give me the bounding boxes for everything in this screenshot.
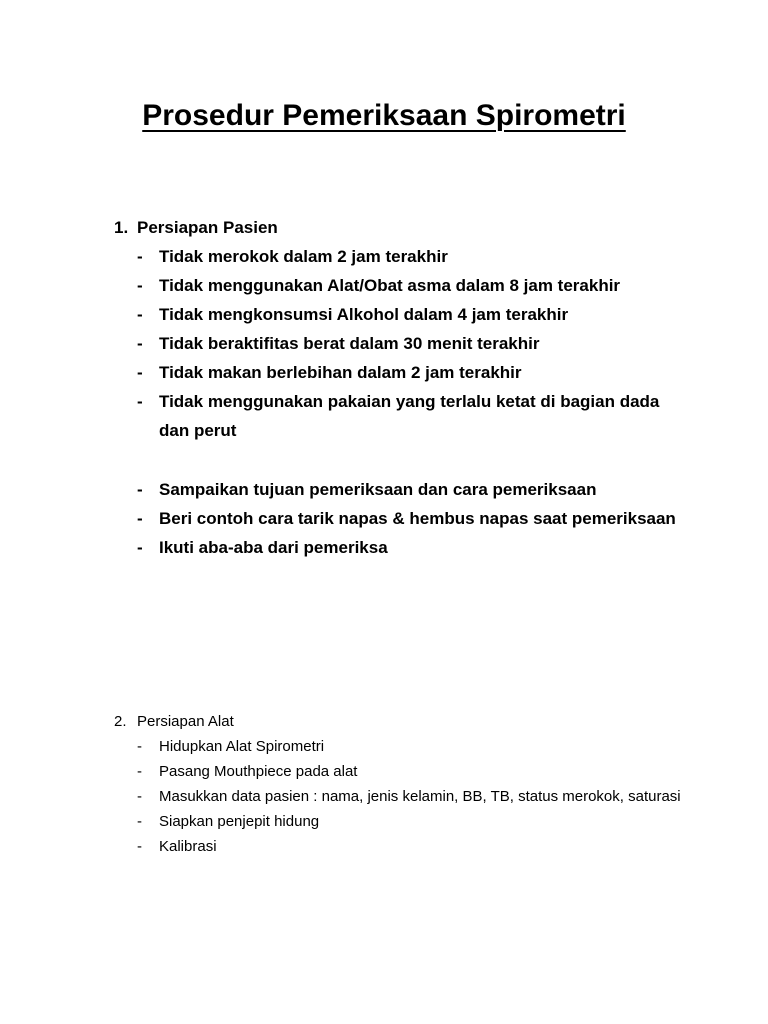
list-item-text: Kalibrasi bbox=[159, 838, 217, 855]
section-1-list-b bbox=[114, 475, 694, 562]
bullet-dash: - bbox=[137, 392, 143, 411]
list-item bbox=[114, 809, 694, 834]
list-item-text: Pasang Mouthpiece pada alat bbox=[159, 763, 358, 780]
spacer bbox=[114, 445, 694, 475]
bullet-dash: - bbox=[137, 788, 142, 805]
list-item-text: Tidak beraktifitas berat dalam 30 menit terakhir bbox=[159, 334, 540, 353]
list-item bbox=[114, 504, 694, 533]
section-1-title: Persiapan Pasien bbox=[137, 218, 278, 237]
bullet-dash: - bbox=[137, 763, 142, 780]
list-item bbox=[114, 475, 694, 504]
bullet-dash: - bbox=[137, 538, 143, 557]
bullet-dash: - bbox=[137, 813, 142, 830]
document-title-text: Prosedur Pemeriksaan Spirometri bbox=[142, 99, 626, 132]
list-item-text: Ikuti aba-aba dari pemeriksa bbox=[159, 538, 388, 557]
bullet-dash: - bbox=[137, 305, 143, 324]
list-item bbox=[114, 271, 694, 300]
list-item bbox=[114, 734, 694, 759]
list-item-text: Tidak mengkonsumsi Alkohol dalam 4 jam terakhir bbox=[159, 305, 569, 324]
list-item-text: Tidak menggunakan Alat/Obat asma dalam 8 jam terakhir bbox=[159, 276, 621, 295]
section-2-list bbox=[114, 734, 694, 859]
section-persiapan-pasien bbox=[114, 213, 694, 562]
list-item bbox=[114, 300, 694, 329]
list-item bbox=[114, 759, 694, 784]
section-1-number: 1. bbox=[114, 218, 129, 237]
list-item-text: Hidupkan Alat Spirometri bbox=[159, 738, 325, 755]
list-item-text: Sampaikan tujuan pemeriksaan dan cara pemeriksaan bbox=[159, 480, 597, 499]
list-item-text: Tidak makan berlebihan dalam 2 jam terakhir bbox=[159, 363, 522, 382]
list-item bbox=[114, 358, 694, 387]
bullet-dash: - bbox=[137, 334, 143, 353]
list-item bbox=[114, 834, 694, 859]
bullet-dash: - bbox=[137, 509, 143, 528]
list-item bbox=[114, 242, 694, 271]
section-2-heading bbox=[114, 709, 694, 734]
bullet-dash: - bbox=[137, 480, 143, 499]
list-item-text: Tidak merokok dalam 2 jam terakhir bbox=[159, 247, 448, 266]
list-item bbox=[114, 387, 694, 445]
list-item-text: Beri contoh cara tarik napas & hembus napas saat pemeriksaan bbox=[159, 509, 676, 528]
list-item-text: Tidak menggunakan pakaian yang terlalu ketat di bagian dada dan perut bbox=[159, 392, 660, 440]
list-item bbox=[114, 784, 694, 809]
document-title bbox=[0, 96, 768, 136]
list-item-text: Siapkan penjepit hidung bbox=[159, 813, 320, 830]
bullet-dash: - bbox=[137, 363, 143, 382]
list-item-text: Masukkan data pasien : nama, jenis kelamin, BB, TB, status merokok, saturasi bbox=[159, 788, 681, 805]
section-2-number: 2. bbox=[114, 713, 127, 730]
section-persiapan-alat bbox=[114, 709, 694, 859]
bullet-dash: - bbox=[137, 738, 142, 755]
list-item bbox=[114, 533, 694, 562]
list-item bbox=[114, 329, 694, 358]
section-1-list-a bbox=[114, 242, 694, 445]
section-1-heading bbox=[114, 213, 694, 242]
section-2-title: Persiapan Alat bbox=[137, 713, 234, 730]
bullet-dash: - bbox=[137, 838, 142, 855]
bullet-dash: - bbox=[137, 276, 143, 295]
bullet-dash: - bbox=[137, 247, 143, 266]
